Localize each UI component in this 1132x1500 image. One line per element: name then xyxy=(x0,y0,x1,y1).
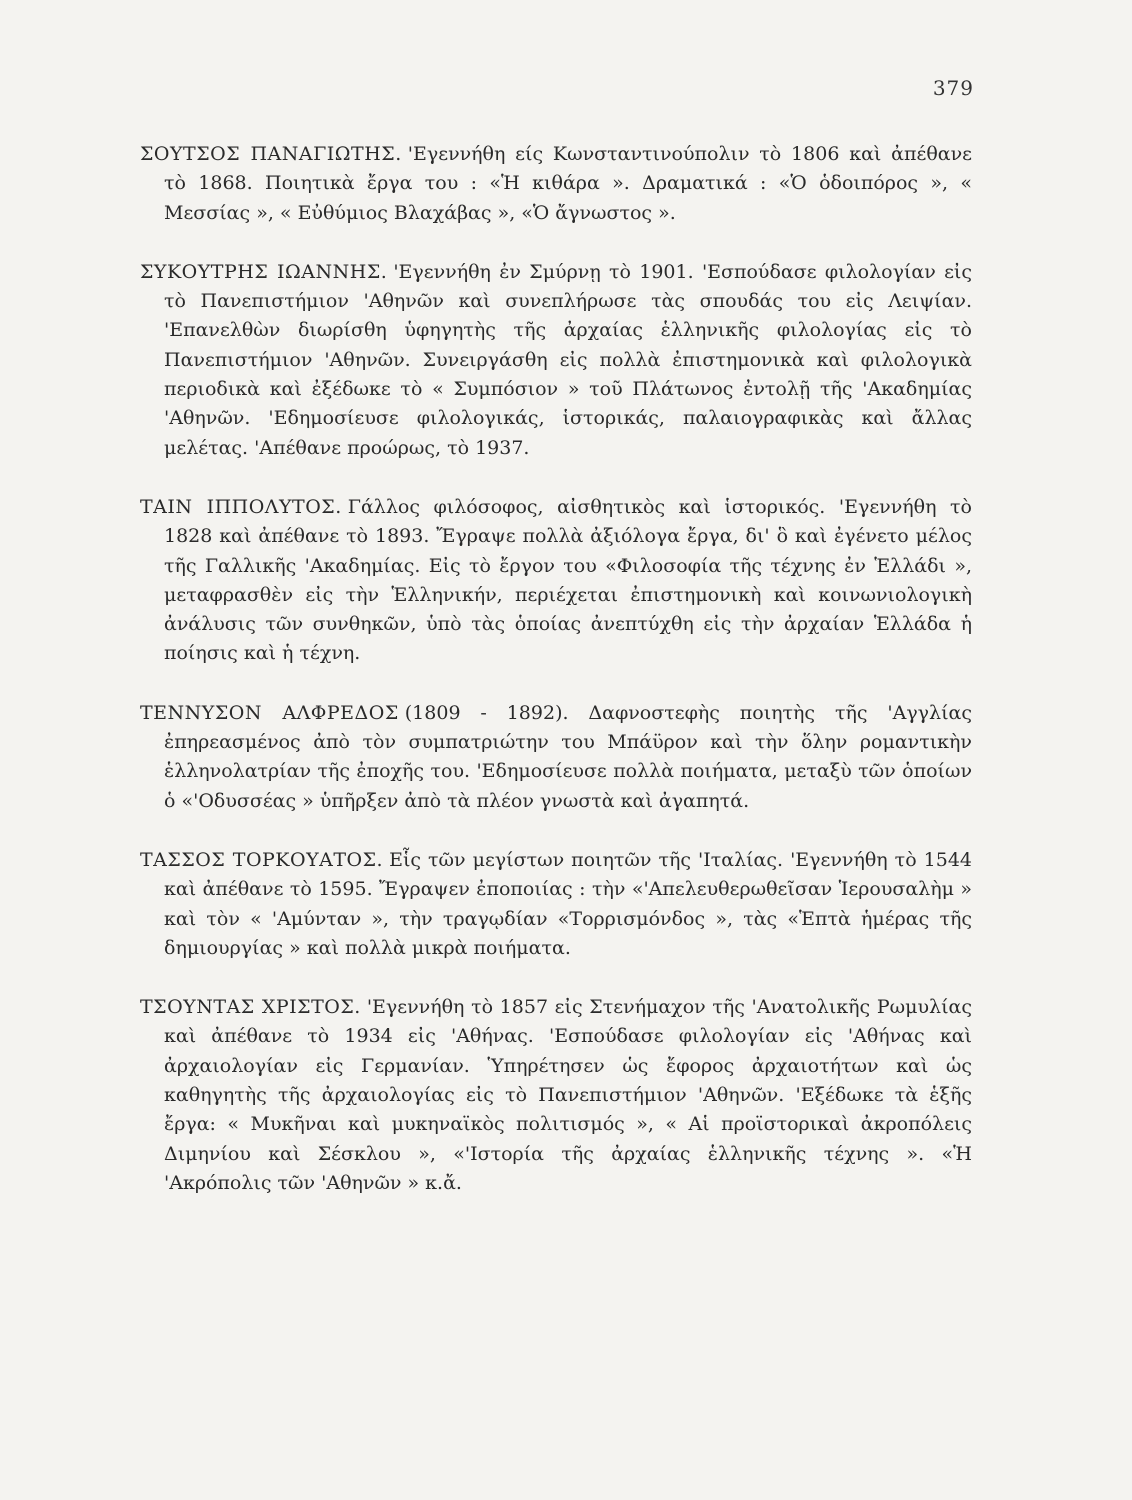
entry-tassos xyxy=(140,846,972,963)
entry-text: (1809 - 1892). Δαφνοστεφὴς ποιητὴς τῆς 'Αγγλίας ἐπηρεασμένος ἀπὸ τὸν συμπατριώτην του Μπάϋρον καὶ τὴν ὅλην ρομαντικὴν ἑλληνολατρίαν τῆς ἐποχῆς του. 'Εδημοσίευσε πολλὰ ποιήματα, μεταξὺ τῶν ὁποίων ὁ «'Οδυσσέας » ὑπῆρξεν ἀπὸ τὰ πλέον γνωστὰ καὶ ἀγαπητά. xyxy=(164,701,972,812)
entries-list xyxy=(140,140,972,1228)
entry-tain xyxy=(140,493,972,669)
entry-text: Γάλλος φιλόσοφος, αἰσθητικὸς καὶ ἱστορικός. 'Εγεννήθη τὸ 1828 καὶ ἀπέθανε τὸ 1893. Ἔγραψε πολλὰ ἀξιόλογα ἔργα, δι' ὃ καὶ ἐγένετο μέλος τῆς Γαλλικῆς 'Ακαδημίας. Εἰς τὸ ἔργον του «Φιλοσοφία τῆς τέχνης ἐν Ἑλλάδι », μεταφρασθὲν εἰς τὴν Ἑλληνικήν, περιέχεται ἐπιστημονικὴ καὶ κοινωνιολογικὴ ἀνάλυσις τῶν συνθηκῶν, ὑπὸ τὰς ὁποίας ἀνεπτύχθη εἰς τὴν ἀρχαίαν Ἑλλάδα ἡ ποίησις καὶ ἡ τέχνη. xyxy=(164,495,972,665)
entry-name: ΤΑΙΝ ΙΠΠΟΛΥΤΟΣ. xyxy=(140,495,342,518)
entry-tsountas xyxy=(140,993,972,1198)
entry-text: 'Εγεννήθη είς Κωνσταντινούπολιν τὸ 1806 καὶ ἀπέθανε τὸ 1868. Ποιητικὰ ἔργα του : «Ἡ κιθάρα ». Δραματικά : «Ὁ ὁδοιπόρος », « Μεσσίας », « Εὐθύμιος Βλαχάβας », «Ὁ ἄγνωστος ». xyxy=(164,143,972,224)
entry-tennyson xyxy=(140,699,972,816)
entry-soutsos xyxy=(140,140,972,228)
entry-name: ΤΕΝΝΥΣΟΝ ΑΛΦΡΕΔΟΣ xyxy=(140,701,399,724)
entry-name: ΣΟΥΤΣΟΣ ΠΑΝΑΓΙΩΤΗΣ. xyxy=(140,143,402,165)
entry-sykoutris xyxy=(140,258,972,463)
entry-text: Εἷς τῶν μεγίστων ποιητῶν τῆς 'Ιταλίας. 'Εγεννήθη τὸ 1544 καὶ ἀπέθανε τὸ 1595. Ἔγραψεν ἐποποιίας : τὴν «'Απελευθερωθεῖσαν Ἱερουσαλὴμ » καὶ τὸν « 'Αμύνταν », τὴν τραγῳδίαν «Τορρισμόνδος », τὰς «Ἑπτὰ ἡμέρας τῆς δημιουργίας » καὶ πολλὰ μικρὰ ποιήματα. xyxy=(164,848,972,959)
entry-name: ΤΣΟΥΝΤΑΣ ΧΡΙΣΤΟΣ. xyxy=(140,996,361,1019)
page-number: 379 xyxy=(932,76,974,100)
entry-text: 'Εγεννήθη τὸ 1857 εἰς Στενήμαχον τῆς 'Ανατολικῆς Ρωμυλίας καὶ ἀπέθανε τὸ 1934 εἰς 'Αθήνας. 'Εσπούδασε φιλολογίαν εἰς 'Αθήνας καὶ ἀρχαιολογίαν εἰς Γερμανίαν. Ὑπηρέτησεν ὡς ἔφορος ἀρχαιοτήτων καὶ ὡς καθηγητὴς τῆς ἀρχαιολογίας εἰς τὸ Πανεπιστήμιον 'Αθηνῶν. 'Εξέδωκε τὰ ἑξῆς ἔργα: « Μυκῆναι καὶ μυκηναϊκὸς πολιτισμός », « Αἱ προϊστορικαὶ ἀκροπόλεις Διμηνίου καὶ Σέσκλου », «'Ιστορία τῆς ἀρχαίας ἑλληνικῆς τέχνης ». «Ἡ 'Ακρόπολις τῶν 'Αθηνῶν » κ.ἄ. xyxy=(164,996,972,1194)
entry-name: ΤΑΣΣΟΣ ΤΟΡΚΟΥΑΤΟΣ. xyxy=(140,848,384,871)
entry-text: 'Εγεννήθη ἐν Σμύρνῃ τὸ 1901. 'Εσπούδασε φιλολογίαν εἰς τὸ Πανεπιστήμιον 'Αθηνῶν καὶ συνεπλήρωσε τὰς σπουδάς του εἰς Λειψίαν. 'Επανελθὼν διωρίσθη ὑφηγητὴς τῆς ἀρχαίας ἑλληνικῆς φιλολογίας εἰς τὸ Πανεπιστήμιον 'Αθηνῶν. Συνειργάσθη εἰς πολλὰ ἐπιστημονικὰ καὶ φιλολογικὰ περιοδικὰ καὶ ἐξέδωκε τὸ « Συμπόσιον » τοῦ Πλάτωνος ἐντολῇ τῆς 'Ακαδημίας 'Αθηνῶν. 'Εδημοσίευσε φιλολογικάς, ἱστορικάς, παλαιογραφικὰς καὶ ἄλλας μελέτας. 'Απέθανε προώρως, τὸ 1937. xyxy=(164,260,973,459)
entry-name: ΣΥΚΟΥΤΡΗΣ ΙΩΑΝΝΗΣ. xyxy=(140,260,388,283)
